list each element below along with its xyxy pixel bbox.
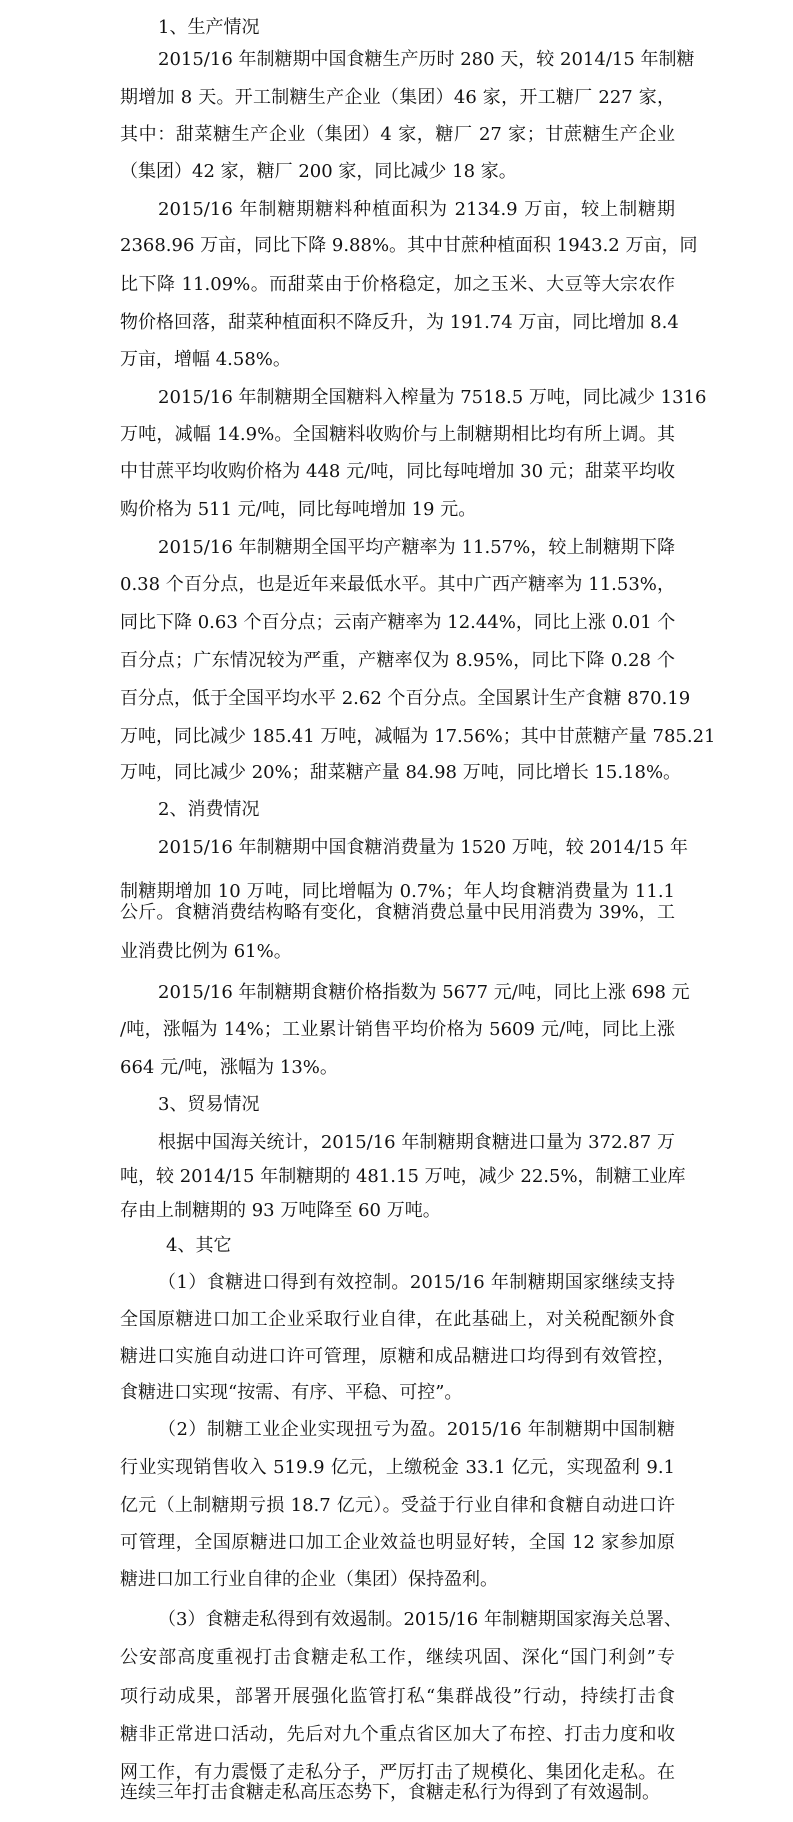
paragraph-line: （1）食糖进口得到有效控制。2015/16 年制糖期国家继续支持 (158, 1272, 675, 1293)
section-heading-other: 4、其它 (166, 1235, 232, 1256)
paragraph-line: 2015/16 年制糖期食糖价格指数为 5677 元/吨，同比上涨 698 元 (158, 982, 690, 1003)
paragraph-line: 制糖期增加 10 万吨，同比增幅为 0.7%；年人均食糖消费量为 11.1 (120, 881, 675, 902)
paragraph-line: 百分点，低于全国平均水平 2.62 个百分点。全国累计生产食糖 870.19 (120, 688, 691, 709)
section-heading-production: 1、生产情况 (158, 17, 260, 38)
paragraph-line: 可管理，全国原糖进口加工企业效益也明显好转，全国 12 家参加原 (120, 1532, 675, 1553)
paragraph-line: 购价格为 511 元/吨，同比每吨增加 19 元。 (120, 499, 477, 520)
paragraph-line: 比下降 11.09%。而甜菜由于价格稳定，加之玉米、大豆等大宗农作 (120, 274, 675, 295)
section-heading-consumption: 2、消费情况 (158, 799, 260, 820)
paragraph-line: 项行动成果，部署开展强化监管打私“集群战役”行动，持续打击食 (120, 1686, 675, 1707)
paragraph-line: 食糖进口实现“按需、有序、平稳、可控”。 (120, 1382, 463, 1403)
paragraph-line: 百分点；广东情况较为严重，产糖率仅为 8.95%，同比下降 0.28 个 (120, 650, 675, 671)
paragraph-line: 2015/16 年制糖期中国食糖生产历时 280 天，较 2014/15 年制糖 (158, 49, 695, 70)
paragraph-line: /吨，涨幅为 14%；工业累计销售平均价格为 5609 元/吨，同比上涨 (120, 1019, 675, 1040)
paragraph-line: 业消费比例为 61%。 (120, 941, 292, 962)
paragraph-line: 公斤。食糖消费结构略有变化，食糖消费总量中民用消费为 39%，工 (120, 902, 675, 923)
paragraph-line: 存由上制糖期的 93 万吨降至 60 万吨。 (120, 1200, 441, 1221)
paragraph-line: 物价格回落，甜菜种植面积不降反升，为 191.74 万亩，同比增加 8.4 (120, 312, 679, 333)
paragraph-line: 其中：甜菜糖生产企业（集团）4 家，糖厂 27 家；甘蔗糖生产企业 (120, 124, 675, 145)
paragraph-line: 行业实现销售收入 519.9 亿元，上缴税金 33.1 亿元，实现盈利 9.1 (120, 1457, 675, 1478)
paragraph-line: （3）食糖走私得到有效遏制。2015/16 年制糖期国家海关总署、 (158, 1609, 682, 1630)
paragraph-line: （2）制糖工业企业实现扭亏为盈。2015/16 年制糖期中国制糖 (158, 1419, 675, 1440)
paragraph-line: 2368.96 万亩，同比下降 9.88%。其中甘蔗种植面积 1943.2 万亩，同 (120, 235, 698, 256)
paragraph-line: 万吨，同比减少 185.41 万吨，减幅为 17.56%；其中甘蔗糖产量 785.21 (120, 726, 716, 747)
paragraph-line: 万亩，增幅 4.58%。 (120, 349, 291, 370)
paragraph-line: 2015/16 年制糖期中国食糖消费量为 1520 万吨，较 2014/15 年 (158, 837, 688, 858)
paragraph-line: 中甘蔗平均收购价格为 448 元/吨，同比每吨增加 30 元；甜菜平均收 (120, 461, 675, 482)
paragraph-line: 网工作，有力震慑了走私分子，严厉打击了规模化、集团化走私。在 (120, 1762, 675, 1783)
paragraph-line: 亿元（上制糖期亏损 18.7 亿元）。受益于行业自律和食糖自动进口许 (120, 1495, 675, 1516)
paragraph-line: 连续三年打击食糖走私高压态势下，食糖走私行为得到了有效遏制。 (120, 1782, 660, 1803)
paragraph-line: 2015/16 年制糖期全国糖料入榨量为 7518.5 万吨，同比减少 1316 (158, 387, 707, 408)
paragraph-line: 糖非正常进口活动，先后对九个重点省区加大了布控、打击力度和收 (120, 1724, 675, 1745)
paragraph-line: 全国原糖进口加工企业采取行业自律，在此基础上，对关税配额外食 (120, 1309, 675, 1330)
paragraph-line: 万吨，减幅 14.9%。全国糖料收购价与上制糖期相比均有所上调。其 (120, 424, 675, 445)
paragraph-line: （集团）42 家，糖厂 200 家，同比减少 18 家。 (120, 161, 517, 182)
paragraph-line: 期增加 8 天。开工制糖生产企业（集团）46 家，开工糖厂 227 家， (120, 87, 675, 108)
paragraph-line: 0.38 个百分点，也是近年来最低水平。其中广西产糖率为 11.53%， (120, 574, 675, 595)
paragraph-line: 吨，较 2014/15 年制糖期的 481.15 万吨，减少 22.5%，制糖工业库 (120, 1166, 686, 1187)
paragraph-line: 根据中国海关统计，2015/16 年制糖期食糖进口量为 372.87 万 (158, 1132, 675, 1153)
paragraph-line: 2015/16 年制糖期糖料种植面积为 2134.9 万亩，较上制糖期 (158, 199, 675, 220)
paragraph-line: 糖进口加工行业自律的企业（集团）保持盈利。 (120, 1569, 498, 1590)
paragraph-line: 同比下降 0.63 个百分点；云南产糖率为 12.44%，同比上涨 0.01 个 (120, 612, 676, 633)
paragraph-line: 664 元/吨，涨幅为 13%。 (120, 1057, 338, 1078)
paragraph-line: 2015/16 年制糖期全国平均产糖率为 11.57%，较上制糖期下降 (158, 537, 675, 558)
paragraph-line: 糖进口实施自动进口许可管理，原糖和成品糖进口均得到有效管控， (120, 1346, 675, 1367)
section-heading-trade: 3、贸易情况 (158, 1094, 260, 1115)
paragraph-line: 公安部高度重视打击食糖走私工作，继续巩固、深化“国门利剑”专 (120, 1647, 675, 1668)
paragraph-line: 万吨，同比减少 20%；甜菜糖产量 84.98 万吨，同比增长 15.18%。 (120, 762, 682, 783)
